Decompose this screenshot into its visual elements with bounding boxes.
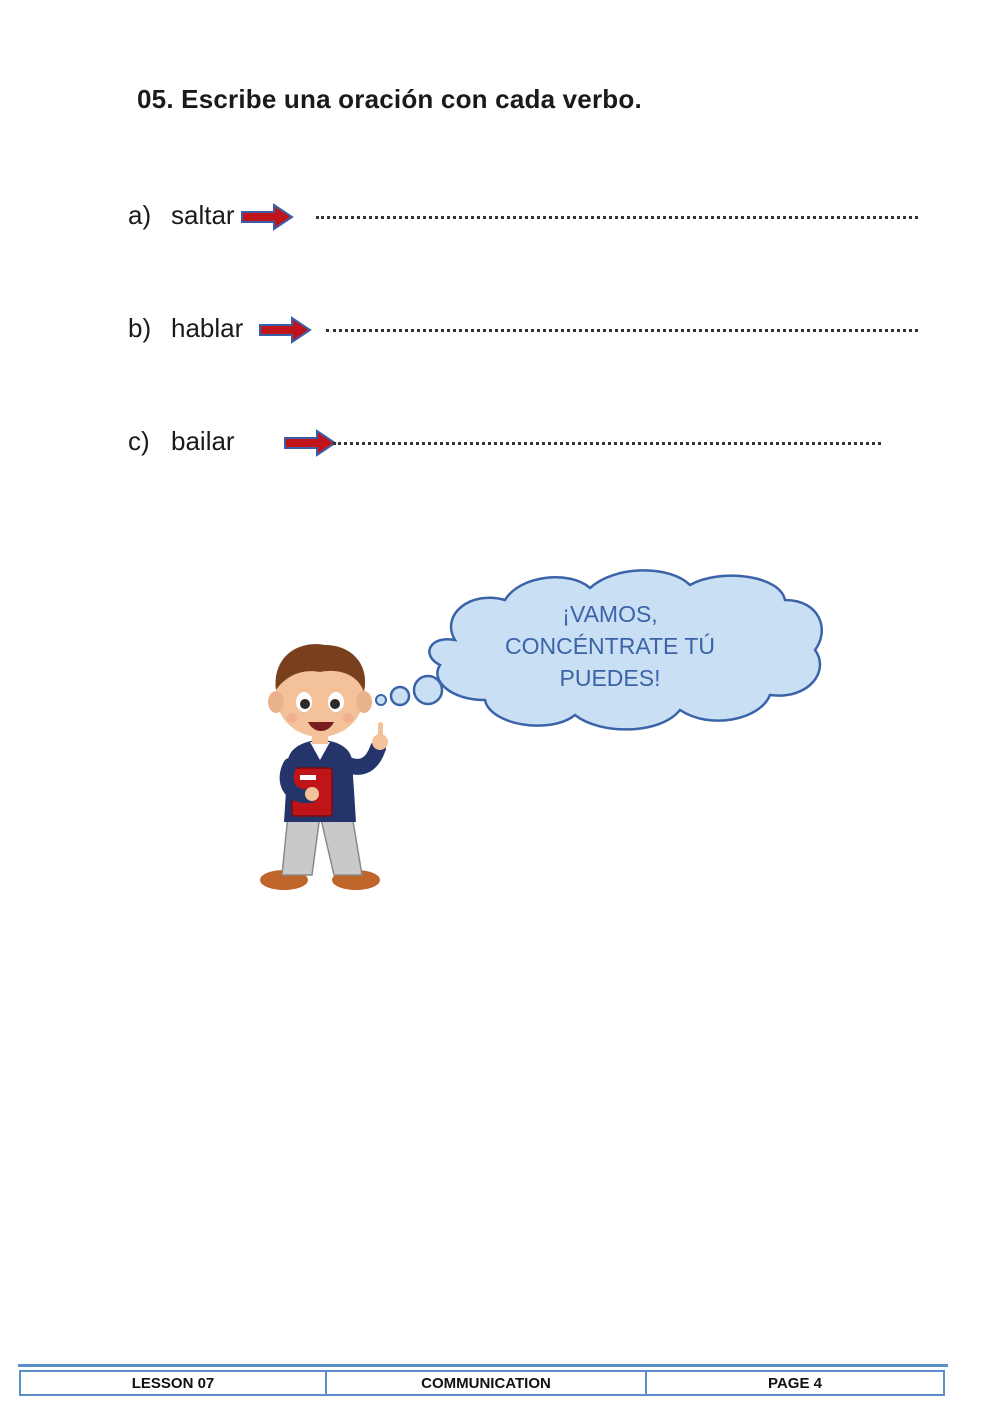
footer-subject: COMMUNICATION [325,1372,645,1394]
item-letter: c) [128,426,150,456]
speech-line: CONCÉNTRATE TÚ [505,633,715,659]
item-verb: hablar [171,313,244,343]
footer-lesson: LESSON 07 [131,1374,215,1392]
exercise-item-b [128,313,928,353]
answer-line[interactable] [333,442,881,445]
speech-line: ¡VAMOS, [562,601,658,627]
exercise-item-c [128,426,928,466]
exercise-title: 05. Escribe una oración con cada verbo. [137,84,642,114]
item-verb: bailar [171,426,235,456]
item-letter: b) [128,313,152,343]
exercise-item-a [128,200,928,240]
arrow-right-icon [240,202,294,232]
item-verb: saltar [171,200,235,230]
item-letter: a) [128,200,152,230]
footer-page: PAGE 4 [645,1372,943,1394]
arrow-right-icon [283,428,337,458]
speech-line: PUEDES! [559,665,661,691]
thought-bubble-text [470,598,750,694]
arrow-right-icon [258,315,312,345]
footer-divider [18,1364,948,1367]
page-footer [19,1370,945,1396]
boy-cartoon-icon [260,644,388,890]
answer-line[interactable] [326,329,918,332]
answer-line[interactable] [316,216,918,219]
